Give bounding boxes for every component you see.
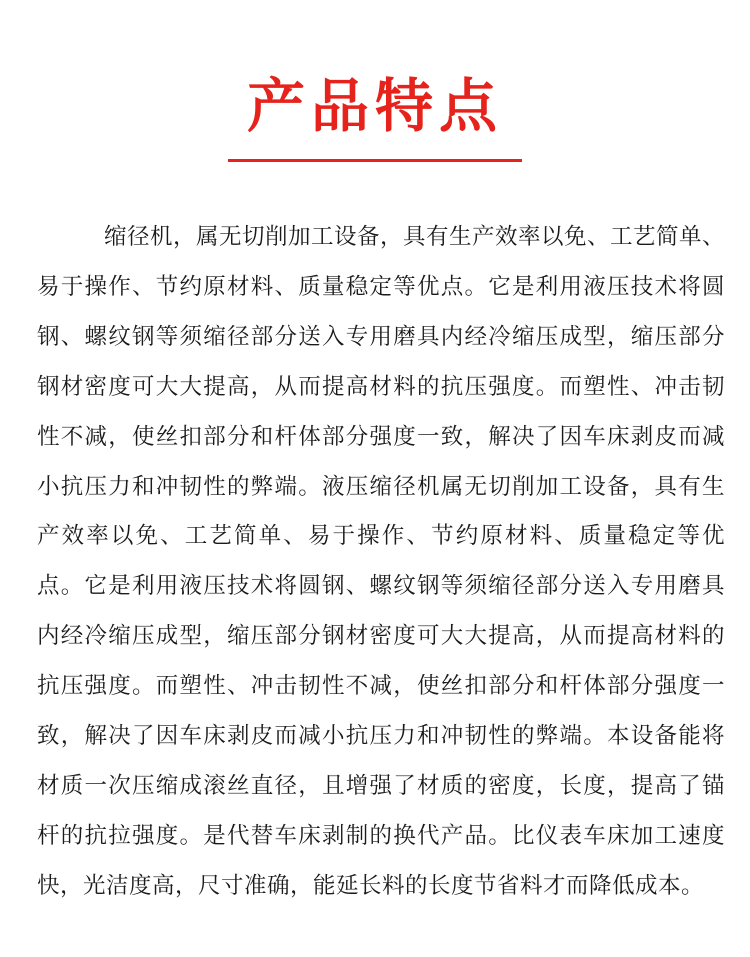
- feature-description-paragraph: 缩径机，属无切削加工设备，具有生产效率以免、工艺简单、易于操作、节约原材料、质量稳定等优点。它是利用液压技术将圆钢、螺纹钢等须缩径部分送入专用磨具内经冷缩压成型，缩压部分钢材密度可大大提高，从而提高材料的抗压强度。而塑性、冲击韧性不减，使丝扣部分和杆体部分强度一致，解决了因车床剥皮而减小抗压力和冲韧性的弊端。液压缩径机属无切削加工设备，具有生产效率以免、工艺简单、易于操作、节约原材料、质量稳定等优点。它是利用液压技术将圆钢、螺纹钢等须缩径部分送入专用磨具内经冷缩压成型，缩压部分钢材密度可大大提高，从而提高材料的抗压强度。而塑性、冲击韧性不减，使丝扣部分和杆体部分强度一致，解决了因车床剥皮而减小抗压力和冲韧性的弊端。本设备能将材质一次压缩成滚丝直径，且增强了材质的密度，长度，提高了锚杆的抗拉强度。是代替车床剥制的换代产品。比仪表车床加工速度快，光洁度高，尺寸准确，能延长料的长度节省料才而降低成本。: [37, 224, 726, 899]
- page-title: 产品特点: [246, 72, 503, 140]
- title-underline-divider: [228, 159, 522, 162]
